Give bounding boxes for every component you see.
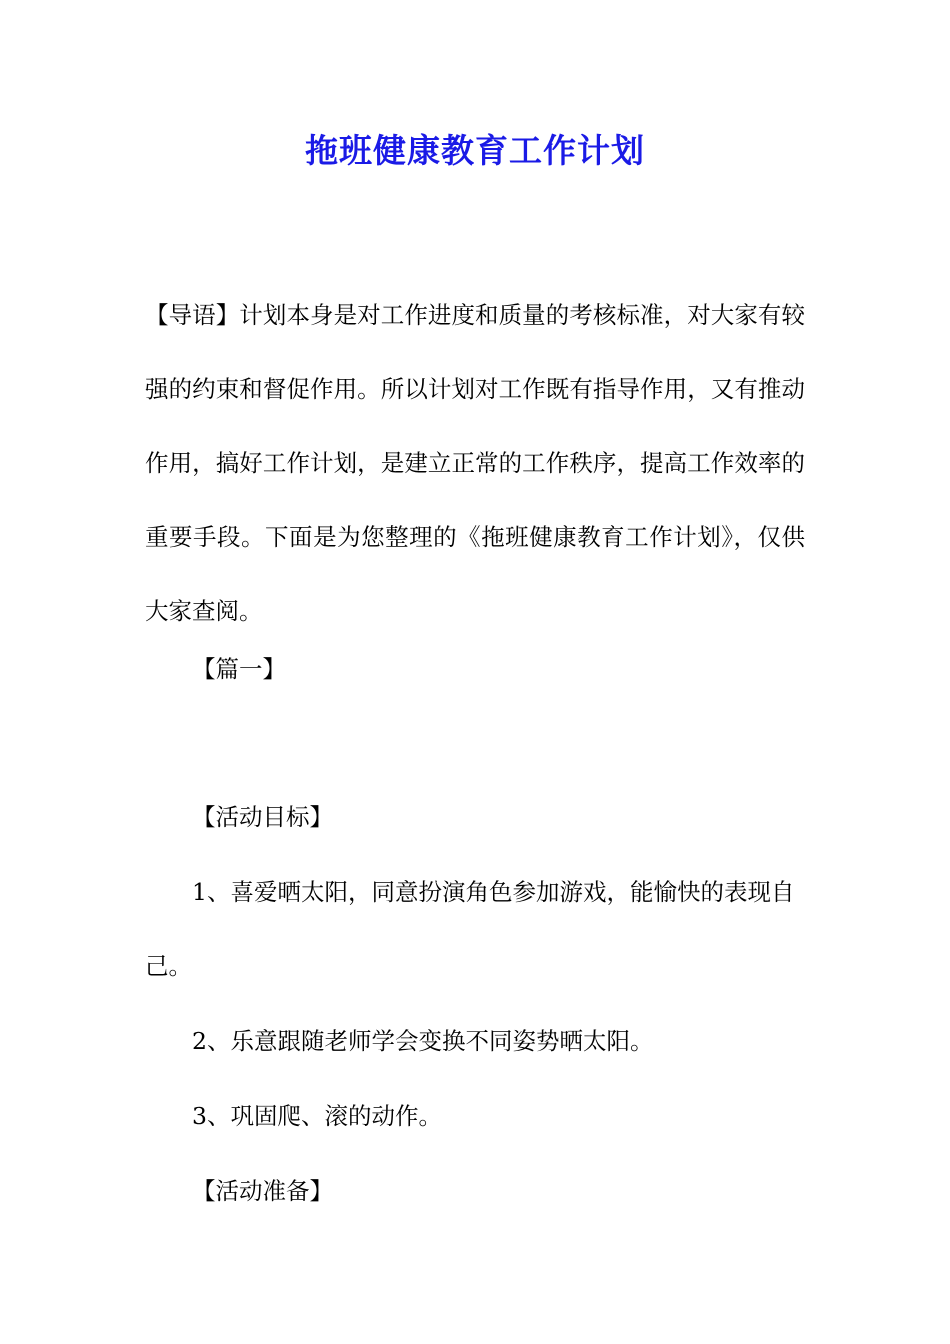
goal-1-line-1: 1、喜爱晒太阳，同意扮演角色参加游戏，能愉快的表现自: [192, 878, 795, 906]
prep-heading: 【活动准备】: [192, 1177, 333, 1205]
section-heading-one: 【篇一】: [192, 655, 286, 683]
goal-1-line-2: 己。: [145, 952, 192, 980]
goals-heading: 【活动目标】: [192, 803, 333, 831]
document-title: 拖班健康教育工作计划: [305, 131, 645, 170]
goal-3: 3、巩固爬、滚的动作。: [192, 1102, 442, 1130]
goal-2: 2、乐意跟随老师学会变换不同姿势晒太阳。: [192, 1027, 654, 1055]
intro-paragraph: 【导语】计划本身是对工作进度和质量的考核标准，对大家有较强的约束和督促作用。所以计划对工作既有指导作用，又有推动作用，搞好工作计划，是建立正常的工作秩序，提高工作效率的重要手段。下面是为您整理的《拖班健康教育工作计划》，仅供大家查阅。: [145, 301, 805, 625]
